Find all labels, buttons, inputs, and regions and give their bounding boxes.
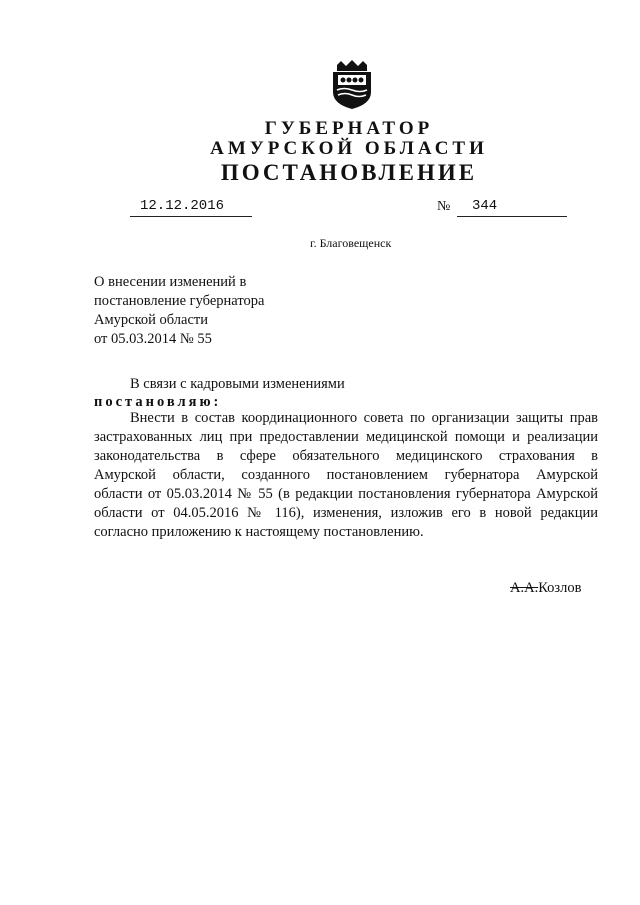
intro-sentence: В связи с кадровыми изменениями — [130, 376, 345, 392]
subject-line: от 05.03.2014 № 55 — [94, 331, 212, 347]
signature-block — [510, 580, 581, 597]
document-date: 12.12.2016 — [140, 198, 225, 214]
body-line: согласно приложению к настоящему постановлению. — [94, 524, 424, 540]
body-line: застрахованных лиц при предоставлении медицинской помощи и реализации — [94, 429, 598, 445]
number-sign: № — [437, 199, 451, 214]
governor-heading: ГУБЕРНАТОР — [264, 118, 434, 139]
document-type-title: ПОСТАНОВЛЕНИЕ — [220, 160, 478, 185]
date-underline — [130, 216, 252, 217]
body-line: законодательства в сфере обязательного медицинского страхования в — [94, 448, 598, 464]
resolution-body — [94, 409, 598, 542]
coat-of-arms-emblem — [329, 60, 375, 110]
subject-line: постановление губернатора — [94, 293, 265, 309]
region-heading: АМУРСКОЙ ОБЛАСТИ — [210, 138, 488, 159]
number-underline — [457, 216, 567, 217]
body-line: Амурской области, созданного постановлением губернатора Амурской — [94, 467, 598, 483]
subject-line: Амурской области — [94, 312, 208, 328]
body-line: Внести в состав координационного совета по организации защиты прав — [130, 410, 598, 426]
body-line: области от 04.05.2016 № 116), изменения, изложив его в новой редакции — [94, 505, 598, 521]
body-line: области от 05.03.2014 № 55 (в редакции постановления губернатора Амурской — [94, 486, 598, 502]
subject-line: О внесении изменений в — [94, 274, 247, 290]
signature-surname: Козлов — [538, 580, 582, 596]
document-subject — [94, 273, 264, 349]
document-number: 344 — [472, 198, 498, 214]
city-label: г. Благовещенск — [310, 236, 392, 250]
signature-initials: А.А. — [510, 580, 539, 596]
resolve-word: постановляю: — [94, 394, 222, 410]
